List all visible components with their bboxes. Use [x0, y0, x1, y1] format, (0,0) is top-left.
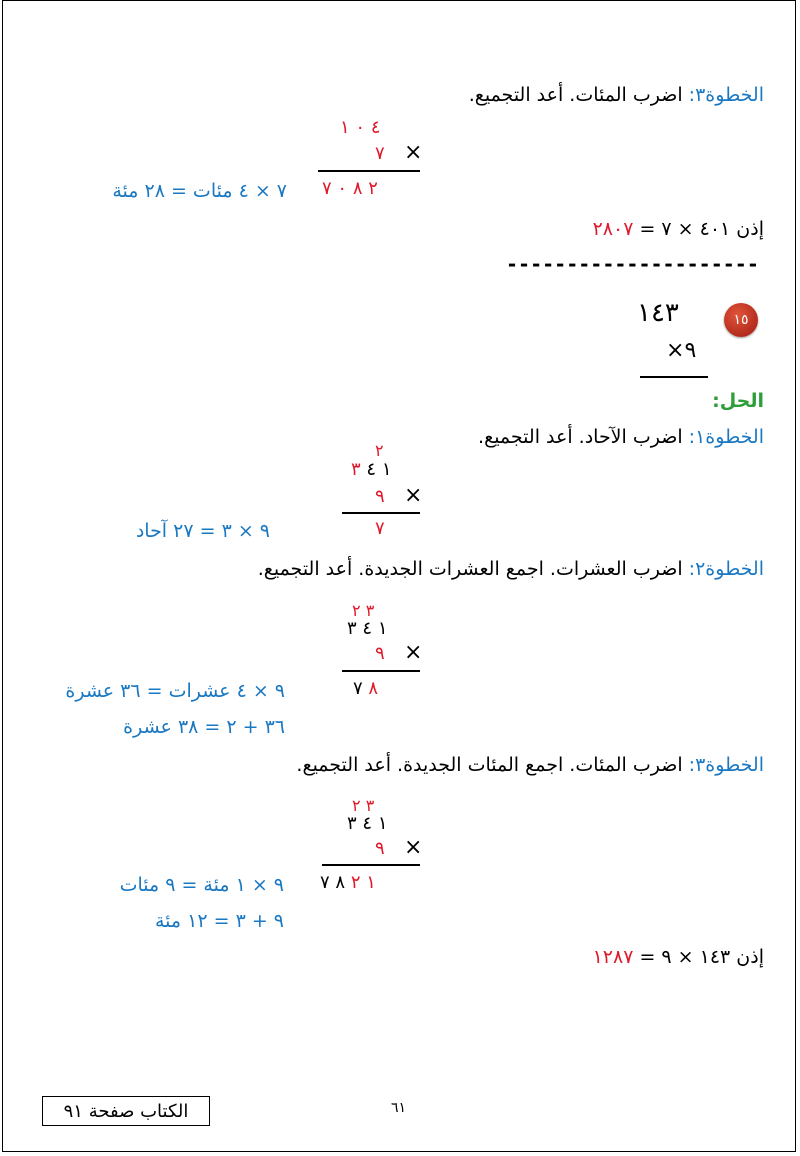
multiplicand	[351, 459, 391, 480]
multiplier-digit: ٩	[375, 838, 385, 859]
step-text: اضرب المئات. أعد التجميع.	[468, 84, 683, 106]
step2-heading	[258, 558, 764, 580]
page-number: ٦١	[391, 1100, 407, 1116]
multiplication-rule	[342, 512, 420, 514]
result-black: ٨ ٧	[320, 872, 346, 893]
step1-note: ٩ × ٣ = ٢٧ آحاد	[135, 520, 270, 542]
step-label: الخطوة١:	[688, 426, 764, 448]
exercise-badge: ١٥	[724, 303, 758, 337]
step-label: الخطوة٢:	[688, 558, 764, 580]
result-digit: ٧	[375, 518, 385, 539]
result-red: ٨	[368, 678, 379, 699]
step-text: اضرب المئات. اجمع المئات الجديدة. أعد التجميع.	[296, 754, 683, 776]
multiplier-digit: ٩	[375, 486, 385, 507]
multiplicand: ١ ٤ ٣	[347, 618, 388, 639]
conclusion-answer: ٢٨٠٧	[592, 218, 634, 240]
result-black: ٧	[353, 678, 363, 699]
multiplication-rule	[322, 864, 420, 866]
conclusion-a	[593, 218, 764, 240]
step3a-heading	[469, 84, 764, 106]
step2-note-2: ٣٦ + ٢ = ٣٨ عشرة	[123, 716, 285, 738]
exercise-rule	[640, 376, 708, 378]
step2-note-1: ٩ × ٤ عشرات = ٣٦ عشرة	[65, 680, 285, 702]
step3b-note-2: ٩ + ٣ = ١٢ مئة	[155, 910, 284, 932]
exercise-bottom-number: ×٩	[666, 338, 697, 363]
multiplicand-red: ٣	[351, 459, 361, 480]
step-label: الخطوة٣:	[688, 754, 764, 776]
times-sign: ×	[404, 140, 423, 165]
exercise-top-number: ١٤٣	[637, 298, 679, 328]
step3b-heading	[296, 754, 764, 776]
step3b-note-1: ٩ × ١ مئة = ٩ مئات	[119, 874, 284, 896]
solution-label: الحل:	[712, 390, 764, 412]
multiplication-rule	[342, 670, 420, 672]
conclusion-prefix: إذن ١٤٣ × ٩ =	[639, 946, 764, 968]
result-digits: ٢ ٨ ٠ ٧	[322, 178, 378, 199]
times-sign: ×	[404, 640, 423, 665]
times-sign: ×	[404, 483, 423, 508]
conclusion-prefix: إذن ٤٠١ × ٧ =	[639, 218, 764, 240]
result-digits	[353, 678, 378, 699]
result-red: ١ ٢	[350, 872, 376, 893]
carry-digits: ٤ ٠ ١	[340, 117, 381, 138]
step1-heading	[478, 426, 764, 448]
carry-digits: ٣ ٢	[352, 796, 375, 815]
multiplicand: ١ ٤ ٣	[347, 813, 388, 834]
step-text: اضرب الآحاد. أعد التجميع.	[478, 426, 683, 448]
conclusion-answer: ١٢٨٧	[592, 946, 634, 968]
times-sign: ×	[404, 835, 423, 860]
multiplication-rule	[318, 170, 420, 172]
separator-line: ---------------------	[506, 252, 759, 276]
multiplier-digit: ٩	[375, 643, 385, 664]
carry-digits: ٣ ٢	[352, 601, 375, 620]
book-reference-box	[42, 1096, 210, 1126]
step-text: اضرب العشرات. اجمع العشرات الجديدة. أعد التجميع.	[257, 558, 683, 580]
multiplier-digit: ٧	[375, 143, 385, 164]
multiplicand-black: ١ ٤	[366, 459, 392, 480]
carry-digit: ٢	[375, 441, 384, 460]
conclusion-b	[593, 946, 764, 968]
result-digits	[320, 872, 376, 893]
step3a-note: ٧ × ٤ مئات = ٢٨ مئة	[112, 180, 287, 202]
book-reference: الكتاب صفحة ٩١	[63, 1100, 189, 1122]
step-label: الخطوة٣:	[688, 84, 764, 106]
